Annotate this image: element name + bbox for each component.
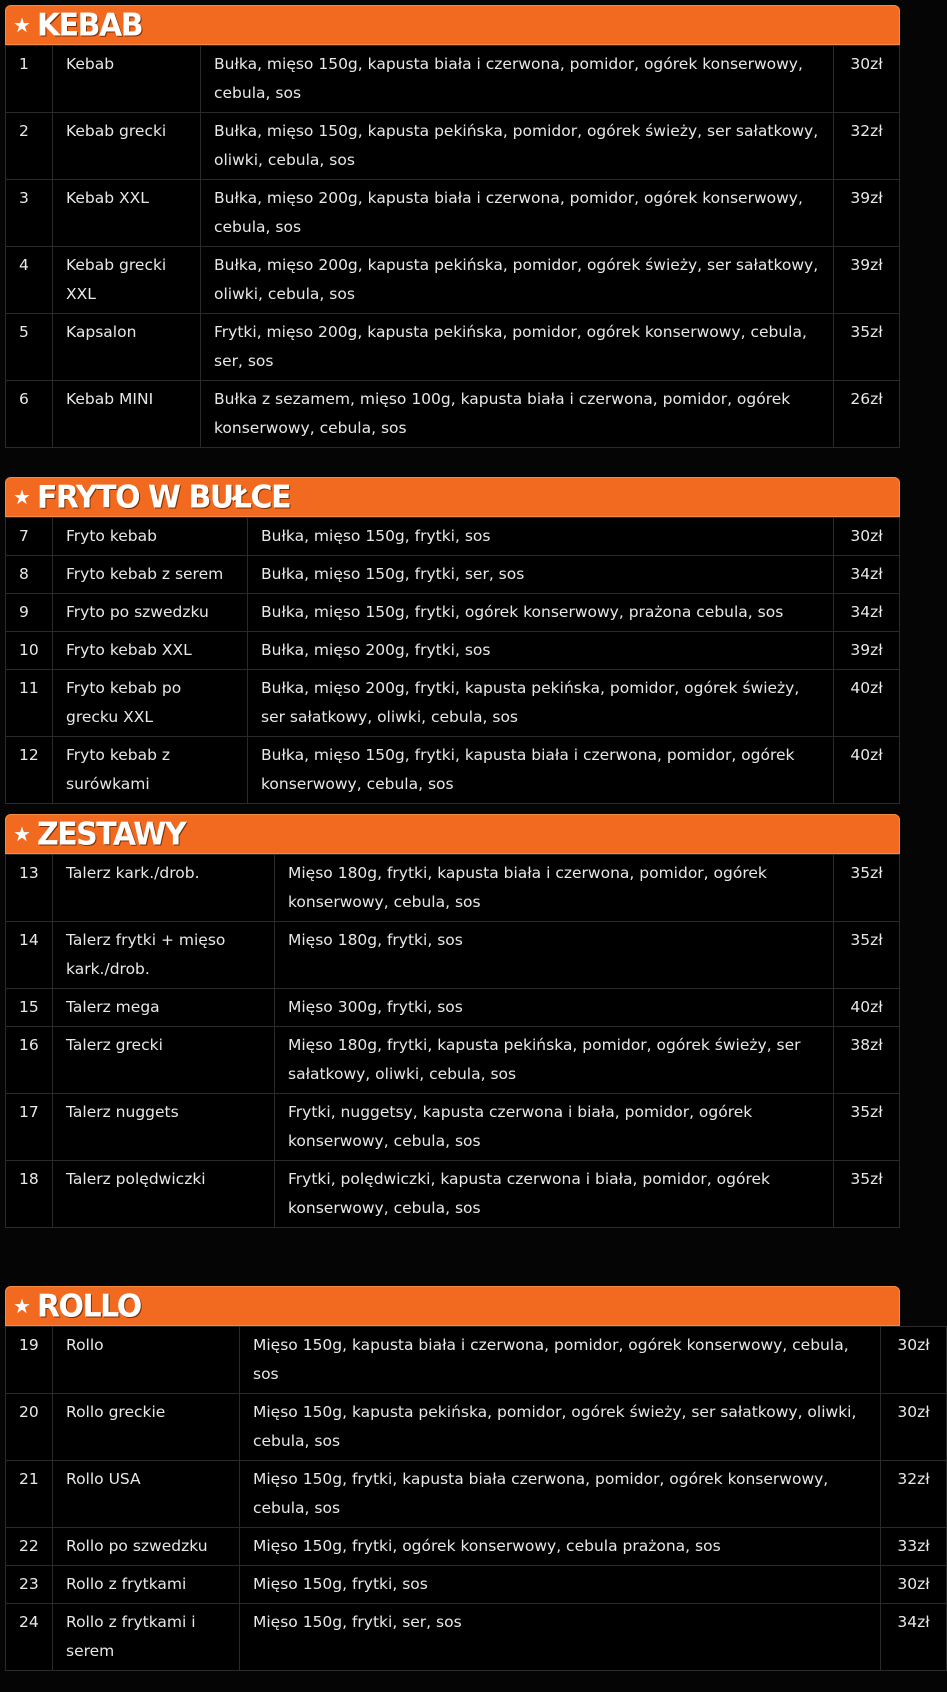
item-number: 21 <box>6 1461 53 1528</box>
section-kebab <box>5 5 900 448</box>
item-description: Bułka, mięso 150g, frytki, ogórek konserwowy, prażona cebula, sos <box>248 594 834 632</box>
item-price: 35zł <box>834 922 900 989</box>
table-row <box>6 989 900 1027</box>
item-price: 35zł <box>834 1161 900 1228</box>
table-row <box>6 855 900 922</box>
item-number: 15 <box>6 989 53 1027</box>
item-number: 7 <box>6 518 53 556</box>
item-name: Talerz polędwiczki <box>53 1161 275 1228</box>
table-row <box>6 1461 947 1528</box>
item-description: Mięso 180g, frytki, kapusta biała i czerwona, pomidor, ogórek konserwowy, cebula, sos <box>275 855 834 922</box>
table-row <box>6 381 900 448</box>
item-number: 12 <box>6 737 53 804</box>
item-description: Frytki, nuggetsy, kapusta czerwona i biała, pomidor, ogórek konserwowy, cebula, sos <box>275 1094 834 1161</box>
item-price: 30zł <box>834 46 900 113</box>
item-number: 20 <box>6 1394 53 1461</box>
table-row <box>6 314 900 381</box>
item-name: Talerz frytki + mięso kark./drob. <box>53 922 275 989</box>
item-price: 34zł <box>834 594 900 632</box>
item-description: Mięso 150g, frytki, ogórek konserwowy, cebula prażona, sos <box>240 1528 881 1566</box>
item-name: Kebab grecki XXL <box>53 247 201 314</box>
item-description: Mięso 150g, frytki, sos <box>240 1566 881 1604</box>
item-name: Talerz kark./drob. <box>53 855 275 922</box>
item-name: Fryto kebab XXL <box>53 632 248 670</box>
item-description: Bułka, mięso 200g, frytki, kapusta pekińska, pomidor, ogórek świeży, ser sałatkowy, oliwki, cebula, sos <box>248 670 834 737</box>
item-number: 24 <box>6 1604 53 1671</box>
star-icon: ★ <box>13 822 31 846</box>
section-rollo <box>5 1286 930 1671</box>
item-number: 13 <box>6 855 53 922</box>
table-row <box>6 247 900 314</box>
item-price: 34zł <box>834 556 900 594</box>
item-description: Bułka, mięso 150g, kapusta biała i czerwona, pomidor, ogórek konserwowy, cebula, sos <box>201 46 834 113</box>
star-icon: ★ <box>13 1294 31 1318</box>
table-row <box>6 46 900 113</box>
item-name: Fryto kebab z surówkami <box>53 737 248 804</box>
section-title: ZESTAWY <box>36 815 186 853</box>
item-description: Bułka, mięso 200g, frytki, sos <box>248 632 834 670</box>
item-description: Bułka z sezamem, mięso 100g, kapusta biała i czerwona, pomidor, ogórek konserwowy, cebula, sos <box>201 381 834 448</box>
table-row <box>6 594 900 632</box>
item-description: Mięso 150g, frytki, kapusta biała czerwona, pomidor, ogórek konserwowy, cebula, sos <box>240 1461 881 1528</box>
item-number: 1 <box>6 46 53 113</box>
item-price: 33zł <box>881 1528 947 1566</box>
item-number: 19 <box>6 1327 53 1394</box>
item-price: 35zł <box>834 855 900 922</box>
star-icon: ★ <box>13 485 31 509</box>
item-number: 10 <box>6 632 53 670</box>
item-name: Fryto kebab <box>53 518 248 556</box>
item-name: Talerz grecki <box>53 1027 275 1094</box>
item-description: Bułka, mięso 200g, kapusta pekińska, pomidor, ogórek świeży, ser sałatkowy, oliwki, cebula, sos <box>201 247 834 314</box>
item-description: Mięso 300g, frytki, sos <box>275 989 834 1027</box>
item-price: 39zł <box>834 632 900 670</box>
item-description: Bułka, mięso 150g, kapusta pekińska, pomidor, ogórek świeży, ser sałatkowy, oliwki, cebula, sos <box>201 113 834 180</box>
item-name: Kebab XXL <box>53 180 201 247</box>
item-name: Fryto po szwedzku <box>53 594 248 632</box>
item-price: 30zł <box>881 1327 947 1394</box>
item-number: 3 <box>6 180 53 247</box>
table-row <box>6 632 900 670</box>
item-description: Bułka, mięso 200g, kapusta biała i czerwona, pomidor, ogórek konserwowy, cebula, sos <box>201 180 834 247</box>
table-row <box>6 1566 947 1604</box>
table-row <box>6 1094 900 1161</box>
item-number: 22 <box>6 1528 53 1566</box>
item-number: 4 <box>6 247 53 314</box>
item-number: 6 <box>6 381 53 448</box>
table-row <box>6 1327 947 1394</box>
item-price: 40zł <box>834 670 900 737</box>
section-title: FRYTO W BUŁCE <box>36 478 291 516</box>
item-name: Fryto kebab z serem <box>53 556 248 594</box>
item-number: 9 <box>6 594 53 632</box>
item-price: 32zł <box>881 1461 947 1528</box>
item-number: 16 <box>6 1027 53 1094</box>
item-name: Rollo USA <box>53 1461 240 1528</box>
table-row <box>6 737 900 804</box>
item-name: Fryto kebab po grecku XXL <box>53 670 248 737</box>
item-description: Bułka, mięso 150g, frytki, sos <box>248 518 834 556</box>
item-name: Kebab grecki <box>53 113 201 180</box>
item-description: Mięso 150g, frytki, ser, sos <box>240 1604 881 1671</box>
item-description: Mięso 150g, kapusta pekińska, pomidor, ogórek świeży, ser sałatkowy, oliwki, cebula, sos <box>240 1394 881 1461</box>
item-price: 39zł <box>834 180 900 247</box>
item-name: Rollo greckie <box>53 1394 240 1461</box>
item-description: Bułka, mięso 150g, frytki, ser, sos <box>248 556 834 594</box>
table-row <box>6 518 900 556</box>
item-number: 5 <box>6 314 53 381</box>
table-row <box>6 1027 900 1094</box>
item-price: 30zł <box>881 1566 947 1604</box>
item-name: Rollo z frytkami i serem <box>53 1604 240 1671</box>
item-price: 40zł <box>834 737 900 804</box>
item-price: 30zł <box>881 1394 947 1461</box>
table-row <box>6 1604 947 1671</box>
table-row <box>6 1528 947 1566</box>
item-name: Rollo po szwedzku <box>53 1528 240 1566</box>
item-price: 38zł <box>834 1027 900 1094</box>
item-number: 23 <box>6 1566 53 1604</box>
item-name: Talerz mega <box>53 989 275 1027</box>
section-title: ROLLO <box>36 1287 141 1325</box>
table-row <box>6 922 900 989</box>
menu-table <box>5 45 900 448</box>
item-description: Mięso 180g, frytki, kapusta pekińska, pomidor, ogórek świeży, ser sałatkowy, oliwki, cebula, sos <box>275 1027 834 1094</box>
item-price: 26zł <box>834 381 900 448</box>
item-price: 30zł <box>834 518 900 556</box>
item-description: Bułka, mięso 150g, frytki, kapusta biała i czerwona, pomidor, ogórek konserwowy, cebula, sos <box>248 737 834 804</box>
item-name: Kebab <box>53 46 201 113</box>
item-number: 11 <box>6 670 53 737</box>
table-row <box>6 556 900 594</box>
section-title: KEBAB <box>36 6 143 44</box>
section-header <box>5 5 900 45</box>
item-description: Mięso 180g, frytki, sos <box>275 922 834 989</box>
item-price: 40zł <box>834 989 900 1027</box>
item-name: Rollo <box>53 1327 240 1394</box>
item-name: Kebab MINI <box>53 381 201 448</box>
menu-table <box>5 854 900 1228</box>
item-price: 34zł <box>881 1604 947 1671</box>
table-row <box>6 180 900 247</box>
menu-table <box>5 1326 947 1671</box>
item-description: Mięso 150g, kapusta biała i czerwona, pomidor, ogórek konserwowy, cebula, sos <box>240 1327 881 1394</box>
star-icon: ★ <box>13 13 31 37</box>
item-price: 35zł <box>834 314 900 381</box>
item-number: 17 <box>6 1094 53 1161</box>
section-header <box>5 814 900 854</box>
item-number: 18 <box>6 1161 53 1228</box>
item-name: Rollo z frytkami <box>53 1566 240 1604</box>
menu-table <box>5 517 900 804</box>
item-number: 2 <box>6 113 53 180</box>
item-name: Talerz nuggets <box>53 1094 275 1161</box>
item-description: Frytki, polędwiczki, kapusta czerwona i biała, pomidor, ogórek konserwowy, cebula, sos <box>275 1161 834 1228</box>
table-row <box>6 1161 900 1228</box>
item-number: 14 <box>6 922 53 989</box>
table-row <box>6 1394 947 1461</box>
item-price: 35zł <box>834 1094 900 1161</box>
table-row <box>6 670 900 737</box>
section-zestawy <box>5 814 900 1228</box>
item-price: 39zł <box>834 247 900 314</box>
section-header <box>5 477 900 517</box>
item-name: Kapsalon <box>53 314 201 381</box>
section-header <box>5 1286 900 1326</box>
item-description: Frytki, mięso 200g, kapusta pekińska, pomidor, ogórek konserwowy, cebula, ser, sos <box>201 314 834 381</box>
item-number: 8 <box>6 556 53 594</box>
table-row <box>6 113 900 180</box>
section-fryto <box>5 477 900 804</box>
item-price: 32zł <box>834 113 900 180</box>
